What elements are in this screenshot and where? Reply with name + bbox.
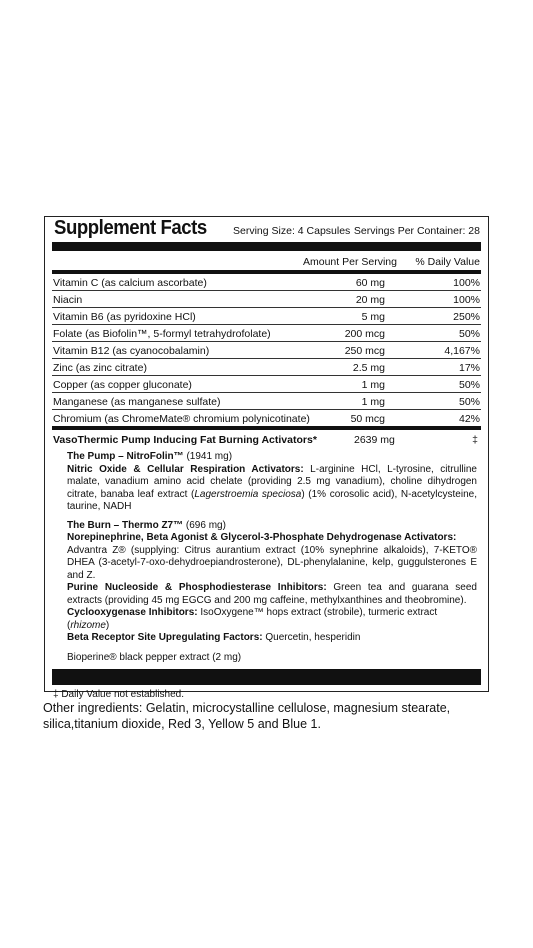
nutrient-name: Chromium (as ChromeMate® chromium polynicotinate)	[53, 413, 310, 425]
other-ingredients: Other ingredients: Gelatin, microcystalline cellulose, magnesium stearate, silica,titanium dioxide, Red 3, Yellow 5 and Blue 1.	[43, 701, 451, 731]
nutrient-row	[52, 274, 481, 291]
nutrient-dv: 17%	[458, 362, 480, 374]
pump-ingredients-text-b: ) (1% corosolic acid), N-acetylcysteine, taurine, NADH	[67, 488, 477, 512]
pump-group-label: Nitric Oxide & Cellular Respiration Activators:	[67, 463, 304, 475]
panel-title: Supplement Facts	[54, 217, 207, 239]
nutrient-row	[52, 291, 481, 308]
pump-ingredients-text-a: L-arginine HCl, L-tyrosine, citrulline malate, vanadium amino acid chelate (providing 2.5 mg vanadium), choline dihydrogen citrate, banaba leaf extract (	[67, 463, 477, 500]
burn-group4-label: Beta Receptor Site Upregulating Factors:	[67, 632, 263, 643]
header-divider	[52, 242, 481, 251]
nutrient-amount: 60 mg	[355, 277, 385, 289]
burn-group4	[67, 632, 477, 645]
nutrient-name: Vitamin B6 (as pyridoxine HCl)	[53, 311, 196, 323]
pump-heading	[67, 451, 477, 464]
burn-heading	[67, 520, 477, 533]
burn-group3-text-b: )	[105, 619, 110, 631]
blend-row	[52, 430, 481, 447]
nutrient-amount: 20 mg	[355, 294, 385, 306]
burn-group3-label: Cyclooxygenase Inhibitors:	[67, 607, 198, 618]
nutrient-dv: 50%	[458, 396, 480, 408]
column-dv-header: % Daily Value	[415, 256, 480, 268]
dv-footnote: ‡ Daily Value not established.	[53, 688, 185, 700]
nutrient-name: Zinc (as zinc citrate)	[53, 362, 147, 374]
burn-group4-text: Quercetin, hesperidin	[262, 632, 361, 643]
burn-group2-text: Green tea and guarana seed extracts (providing 45 mg EGCG and 200 mg caffeine, methylxanthines and theobromine).	[67, 582, 477, 606]
pump-heading-label: The Pump – NitroFolin™	[67, 451, 184, 462]
nutrient-amount: 2.5 mg	[352, 362, 385, 374]
nutrient-name: Copper (as copper gluconate)	[53, 379, 192, 391]
burn-group1-label-text: Norepinephrine, Beta Agonist & Glycerol-3-Phosphate Dehydrogenase Activators:	[67, 532, 457, 543]
burn-section	[52, 520, 481, 645]
nutrient-dv: 4,167%	[444, 345, 480, 357]
nutrient-dv: 50%	[458, 328, 480, 340]
nutrient-dv: 50%	[458, 379, 480, 391]
nutrient-row	[52, 393, 481, 410]
nutrient-amount: 50 mcg	[350, 413, 385, 425]
nutrient-dv: 100%	[453, 277, 480, 289]
footer-divider	[52, 669, 481, 685]
panel-header	[52, 217, 481, 241]
burn-heading-label: The Burn – Thermo Z7™	[67, 519, 184, 531]
nutrient-amount: 250 mcg	[344, 345, 385, 357]
burn-amount: (696 mg)	[185, 519, 226, 531]
pump-ingredients	[67, 464, 477, 514]
nutrient-dv: 42%	[458, 413, 480, 425]
nutrient-row	[52, 308, 481, 325]
blend-amount: 2639 mg	[354, 434, 395, 446]
nutrient-name: Vitamin B12 (as cyanocobalamin)	[53, 345, 210, 357]
nutrient-row	[52, 359, 481, 376]
nutrient-row	[52, 342, 481, 359]
nutrient-row	[52, 410, 481, 430]
bioperine-line: Bioperine® black pepper extract (2 mg)	[67, 651, 242, 663]
serving-size: Serving Size: 4 Capsules	[233, 225, 351, 237]
burn-group3-italic: rhizome	[70, 619, 106, 631]
column-headers	[52, 251, 481, 274]
nutrient-row	[52, 325, 481, 342]
supplement-facts-panel	[44, 216, 489, 700]
pump-amount: (1941 mg)	[186, 451, 233, 462]
nutrient-amount: 200 mcg	[344, 328, 385, 340]
nutrient-name: Niacin	[53, 294, 83, 306]
nutrient-dv: 250%	[453, 311, 480, 323]
burn-group2	[67, 582, 477, 607]
burn-group1-label	[67, 532, 477, 545]
pump-section	[52, 451, 481, 514]
nutrient-amount: 1 mg	[361, 379, 385, 391]
column-amount-header: Amount Per Serving	[303, 256, 397, 268]
burn-group1-text: Advantra Z® (supplying: Citrus aurantium extract (10% synephrine alkaloids), 7-KETO® DHEA (3-acetyl-7-oxo-dehydroepiandrosterone), DL-phenylalanine, kelp, guggulsterones E and Z.	[67, 544, 477, 581]
nutrient-dv: 100%	[453, 294, 480, 306]
servings-per-container: Servings Per Container: 28	[353, 225, 480, 237]
nutrient-row	[52, 376, 481, 393]
blend-dv: ‡	[472, 434, 478, 446]
nutrient-name: Vitamin C (as calcium ascorbate)	[53, 277, 207, 289]
nutrient-amount: 1 mg	[361, 396, 385, 408]
burn-group3-text-a: IsoOxygene™ hops extract (strobile), turmeric extract (	[67, 607, 438, 631]
burn-group2-label: Purine Nucleoside & Phosphodiesterase Inhibitors:	[67, 582, 327, 593]
nutrient-amount: 5 mg	[361, 311, 385, 323]
nutrient-name: Folate (as Biofolin™, 5-formyl tetrahydrofolate)	[53, 328, 271, 340]
nutrient-name: Manganese (as manganese sulfate)	[53, 396, 221, 408]
pump-ingredients-italic: Lagerstroemia speciosa	[194, 488, 302, 500]
blend-name: VasoThermic Pump Inducing Fat Burning Activators*	[53, 434, 317, 446]
burn-group3	[67, 607, 477, 632]
